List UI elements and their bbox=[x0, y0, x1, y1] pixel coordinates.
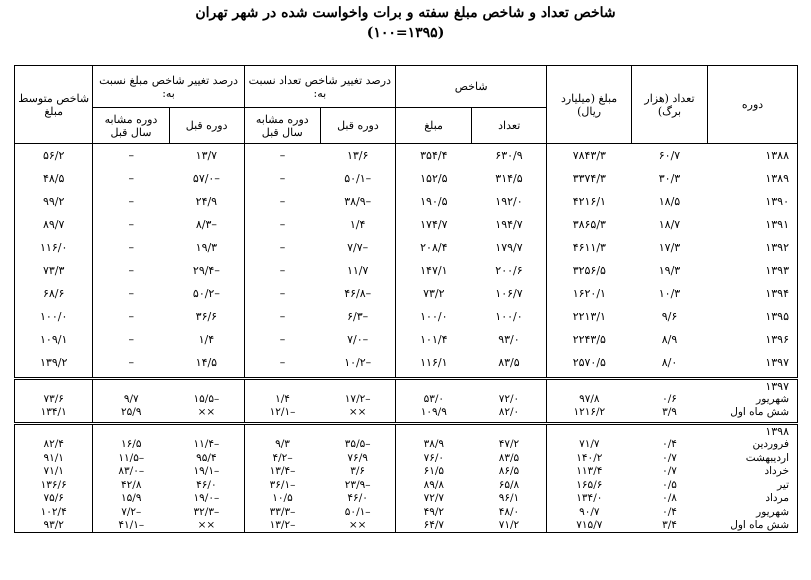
cell-count: ۸/۰ bbox=[661, 356, 678, 369]
cell-pa-prev: ×× bbox=[169, 519, 244, 533]
cell-idx-amount: ۶۱/۵ bbox=[395, 465, 471, 479]
cell-idx-count: ۱۹۴/۷ bbox=[495, 218, 523, 231]
empty-cell bbox=[472, 378, 547, 393]
cell-idx-count: ۱۹۲/۰ bbox=[495, 195, 523, 208]
cell-amount: ۱۲۱۶/۲ bbox=[547, 406, 632, 420]
cell-pc-prev: –۴۶/۸ bbox=[344, 287, 372, 300]
table-body bbox=[15, 144, 798, 533]
cell-idx-amount: ۷۳/۲ bbox=[395, 282, 471, 305]
cell-idx-count: ۹۶/۱ bbox=[498, 492, 520, 505]
cell-idx-count: ۱۰۰/۰ bbox=[495, 310, 523, 323]
cell-avg: ۹۳/۲ bbox=[15, 519, 93, 533]
table-row bbox=[15, 213, 798, 236]
cell-count: ۱۷/۳ bbox=[658, 241, 681, 254]
table-row bbox=[15, 328, 798, 351]
cell-amount: ۱۱۳/۴ bbox=[547, 465, 632, 479]
cell-pc-prev: ۱۱/۷ bbox=[346, 264, 369, 277]
section-year: ۱۳۹۷ bbox=[708, 378, 798, 393]
cell-pa-same: ۲۵/۹ bbox=[93, 406, 169, 420]
cell-idx-amount: ۱۰۹/۹ bbox=[395, 406, 471, 420]
cell-count: ۰/۷ bbox=[662, 465, 677, 478]
empty-cell bbox=[15, 378, 93, 393]
header-pct-count: درصد تغییر شاخص تعداد نسبت به: bbox=[244, 66, 395, 108]
cell-period: ۱۳۹۰ bbox=[708, 190, 798, 213]
cell-pc-same: ۱/۴ bbox=[244, 393, 320, 407]
cell-pa-prev: –۵۷/۰ bbox=[192, 172, 220, 185]
cell-idx-count: ۸۳/۵ bbox=[498, 451, 520, 464]
cell-avg: ۱۰۲/۴ bbox=[15, 506, 93, 520]
cell-pa-prev: ×× bbox=[197, 406, 216, 419]
cell-pa-prev: –۱۵/۵ bbox=[193, 392, 220, 405]
empty-cell bbox=[15, 424, 93, 439]
cell-avg: ۵۶/۲ bbox=[15, 144, 93, 168]
cell-count: ۹/۶ bbox=[661, 310, 678, 323]
cell-amount: ۳۳۷۴/۳ bbox=[547, 167, 632, 190]
cell-pc-same: ۹/۳ bbox=[244, 438, 320, 452]
cell-count: ۳۰/۳ bbox=[658, 172, 681, 185]
cell-count: ۱۹/۳ bbox=[658, 264, 681, 277]
cell-avg: ۷۳/۶ bbox=[15, 393, 93, 407]
cell-pa-prev: –۱۹/۰ bbox=[193, 492, 220, 505]
cell-period: ۱۳۹۶ bbox=[708, 328, 798, 351]
empty-cell bbox=[631, 378, 707, 393]
cell-avg: ۸۲/۴ bbox=[15, 438, 93, 452]
header-avg-index: شاخص متوسط مبلغ bbox=[15, 66, 93, 144]
cell-idx-amount: ۱۰۱/۴ bbox=[395, 328, 471, 351]
cell-amount: ۱۶۲۰/۱ bbox=[547, 282, 632, 305]
header-pc-same: دوره مشابه سال قبل bbox=[244, 108, 320, 144]
cell-avg: ۱۳۴/۱ bbox=[15, 406, 93, 420]
cell-pc-prev: ۷۶/۹ bbox=[347, 451, 368, 464]
table-row bbox=[15, 393, 798, 407]
empty-cell bbox=[472, 424, 547, 439]
cell-count: ۰/۵ bbox=[662, 478, 677, 491]
cell-pa-same: – bbox=[93, 213, 169, 236]
cell-count: ۱۰/۳ bbox=[658, 287, 681, 300]
cell-count: ۸/۹ bbox=[661, 333, 678, 346]
cell-amount: ۱۳۴/۰ bbox=[547, 492, 632, 506]
empty-cell bbox=[169, 378, 244, 393]
empty-cell bbox=[320, 378, 395, 393]
cell-pc-prev: –۲۳/۹ bbox=[344, 478, 371, 491]
cell-idx-count: ۴۷/۲ bbox=[498, 438, 520, 451]
cell-period: ۱۳۹۳ bbox=[708, 259, 798, 282]
cell-pc-same: –۱۲/۱ bbox=[244, 406, 320, 420]
cell-pa-same: – bbox=[93, 259, 169, 282]
cell-avg: ۶۸/۶ bbox=[15, 282, 93, 305]
cell-pc-prev: –۵۰/۱ bbox=[344, 505, 371, 518]
cell-period: شش ماه اول bbox=[708, 406, 798, 420]
cell-pa-prev: –۸/۳ bbox=[195, 218, 217, 231]
cell-idx-count: ۸۶/۵ bbox=[498, 465, 520, 478]
cell-pc-same: ۱۰/۵ bbox=[244, 492, 320, 506]
cell-amount: ۷۱/۷ bbox=[547, 438, 632, 452]
cell-avg: ۴۸/۵ bbox=[15, 167, 93, 190]
cell-count: ۰/۸ bbox=[662, 492, 677, 505]
cell-idx-count: ۷۲/۰ bbox=[498, 392, 520, 405]
cell-idx-amount: ۳۸/۹ bbox=[395, 438, 471, 452]
empty-cell bbox=[320, 424, 395, 439]
cell-pa-same: ۴۲/۸ bbox=[93, 479, 169, 493]
cell-idx-amount: ۸۹/۸ bbox=[395, 479, 471, 493]
header-period: دوره bbox=[708, 66, 798, 144]
empty-cell bbox=[93, 424, 169, 439]
cell-pc-same: –۱۳/۴ bbox=[244, 465, 320, 479]
cell-pc-prev: –۷/۷ bbox=[347, 241, 369, 254]
cell-period: ۱۳۹۷ bbox=[708, 351, 798, 374]
header-pc-prev: دوره قبل bbox=[320, 108, 395, 144]
cell-count: ۰/۴ bbox=[662, 438, 677, 451]
table-row bbox=[15, 167, 798, 190]
cell-pa-same: – bbox=[93, 167, 169, 190]
cell-idx-count: ۸۲/۰ bbox=[498, 406, 520, 419]
cell-pc-same: – bbox=[244, 282, 320, 305]
cell-avg: ۱۱۶/۰ bbox=[15, 236, 93, 259]
cell-pc-same: – bbox=[244, 190, 320, 213]
cell-amount: ۷۱۵/۷ bbox=[547, 519, 632, 533]
cell-period: شهریور bbox=[708, 393, 798, 407]
cell-pa-prev: ۳۶/۶ bbox=[195, 310, 218, 323]
cell-pa-prev: –۱۹/۱ bbox=[193, 465, 220, 478]
cell-pa-prev: ۴۶/۰ bbox=[196, 478, 217, 491]
cell-pa-same: – bbox=[93, 144, 169, 168]
cell-idx-amount: ۵۳/۰ bbox=[395, 393, 471, 407]
cell-pc-same: – bbox=[244, 144, 320, 168]
header-count: تعداد (هزار برگ) bbox=[631, 66, 707, 144]
table-row bbox=[15, 351, 798, 374]
cell-pc-same: – bbox=[244, 213, 320, 236]
cell-idx-count: ۷۱/۲ bbox=[472, 519, 547, 533]
cell-pa-same: – bbox=[93, 328, 169, 351]
cell-amount: ۴۲۱۶/۱ bbox=[547, 190, 632, 213]
empty-cell bbox=[244, 378, 320, 393]
cell-pc-prev: –۱۰/۲ bbox=[344, 356, 372, 369]
cell-avg: ۱۳۹/۲ bbox=[15, 351, 93, 374]
table-row bbox=[15, 492, 798, 506]
empty-cell bbox=[93, 378, 169, 393]
cell-count: ۳/۹ bbox=[662, 406, 677, 419]
cell-amount: ۲۲۴۳/۵ bbox=[547, 328, 632, 351]
cell-idx-amount: ۶۴/۷ bbox=[395, 519, 471, 533]
cell-period: ۱۳۹۵ bbox=[708, 305, 798, 328]
cell-pc-prev: ۱/۴ bbox=[349, 218, 366, 231]
cell-amount: ۹۷/۸ bbox=[547, 393, 632, 407]
cell-pc-same: – bbox=[244, 328, 320, 351]
cell-idx-count: ۴۸/۰ bbox=[498, 505, 520, 518]
cell-pa-prev: –۳۲/۳ bbox=[193, 505, 220, 518]
cell-amount: ۲۲۱۳/۱ bbox=[547, 305, 632, 328]
cell-count: ۰/۴ bbox=[662, 505, 677, 518]
cell-idx-amount: ۱۷۴/۷ bbox=[395, 213, 471, 236]
cell-amount: ۲۵۷۰/۵ bbox=[547, 351, 632, 374]
cell-amount: ۷۸۴۳/۳ bbox=[547, 144, 632, 168]
cell-pc-prev: ×× bbox=[348, 406, 367, 419]
cell-period: تیر bbox=[708, 479, 798, 493]
cell-amount: ۱۶۵/۶ bbox=[547, 479, 632, 493]
table-row bbox=[15, 519, 798, 533]
header-pa-same: دوره مشابه سال قبل bbox=[93, 108, 169, 144]
cell-pa-prev: ۱۹/۳ bbox=[195, 241, 218, 254]
cell-pa-prev: ۲۴/۹ bbox=[195, 195, 218, 208]
cell-period: فروردین bbox=[708, 438, 798, 452]
cell-pc-prev: –۳۸/۹ bbox=[344, 195, 372, 208]
cell-avg: ۱۳۶/۶ bbox=[15, 479, 93, 493]
cell-pa-same: – bbox=[93, 282, 169, 305]
cell-period: شش ماه اول bbox=[708, 519, 798, 533]
cell-pa-same: –۷/۲ bbox=[93, 506, 169, 520]
table-row bbox=[15, 479, 798, 493]
section-year-row bbox=[15, 424, 798, 439]
cell-pa-prev: ۱/۴ bbox=[198, 333, 215, 346]
header-pct-amount: درصد تغییر شاخص مبلغ نسبت به: bbox=[93, 66, 244, 108]
header-index: شاخص bbox=[395, 66, 546, 108]
cell-count: ۳/۴ bbox=[631, 519, 707, 533]
cell-pa-same: – bbox=[93, 305, 169, 328]
table-row bbox=[15, 144, 798, 168]
cell-idx-amount: ۲۰۸/۴ bbox=[395, 236, 471, 259]
cell-idx-amount: ۴۹/۲ bbox=[395, 506, 471, 520]
cell-count: ۰/۶ bbox=[662, 392, 677, 405]
cell-idx-count: ۶۳۰/۹ bbox=[495, 149, 523, 162]
cell-idx-count: ۱۷۹/۷ bbox=[495, 241, 523, 254]
cell-period: ۱۳۸۸ bbox=[708, 144, 798, 168]
data-table bbox=[14, 65, 798, 533]
cell-count: ۰/۷ bbox=[662, 451, 677, 464]
cell-idx-amount: ۷۲/۷ bbox=[395, 492, 471, 506]
cell-idx-amount: ۷۶/۰ bbox=[395, 452, 471, 466]
section-year-row bbox=[15, 378, 798, 393]
cell-pc-same: –۳۶/۱ bbox=[244, 479, 320, 493]
empty-cell bbox=[547, 378, 632, 393]
cell-count: ۱۸/۷ bbox=[658, 218, 681, 231]
cell-pa-same: –۱۱/۵ bbox=[93, 452, 169, 466]
cell-period: ۱۳۸۹ bbox=[708, 167, 798, 190]
table-row bbox=[15, 438, 798, 452]
cell-idx-amount: ۱۴۷/۱ bbox=[395, 259, 471, 282]
cell-period: ۱۳۹۱ bbox=[708, 213, 798, 236]
cell-amount: ۴۶۱۱/۳ bbox=[547, 236, 632, 259]
table-row bbox=[15, 305, 798, 328]
cell-pa-same: –۴۱/۱ bbox=[93, 519, 169, 533]
cell-pc-same: – bbox=[244, 351, 320, 374]
cell-pa-same: – bbox=[93, 351, 169, 374]
cell-amount: ۱۴۰/۲ bbox=[547, 452, 632, 466]
cell-pc-prev: –۱۷/۲ bbox=[344, 392, 371, 405]
cell-period: ۱۳۹۲ bbox=[708, 236, 798, 259]
empty-cell bbox=[244, 424, 320, 439]
cell-pc-same: –۱۳/۲ bbox=[244, 519, 320, 533]
table-subtitle: (۱۳۹۵=۱۰۰) bbox=[366, 25, 445, 41]
cell-idx-count: ۹۳/۰ bbox=[498, 333, 520, 346]
empty-cell bbox=[631, 424, 707, 439]
cell-pa-same: ۱۶/۵ bbox=[93, 438, 169, 452]
cell-idx-count: ۸۳/۵ bbox=[498, 356, 520, 369]
cell-pa-prev: –۱۱/۴ bbox=[193, 438, 220, 451]
table-row bbox=[15, 190, 798, 213]
table-row bbox=[15, 259, 798, 282]
cell-pa-prev: –۵۰/۲ bbox=[192, 287, 220, 300]
cell-idx-amount: ۱۱۶/۱ bbox=[395, 351, 471, 374]
cell-amount: ۹۰/۷ bbox=[547, 506, 632, 520]
header-index-amount: مبلغ bbox=[395, 108, 471, 144]
cell-idx-count: ۲۰۰/۶ bbox=[495, 264, 523, 277]
table-row bbox=[15, 406, 798, 420]
header-index-count: تعداد bbox=[472, 108, 547, 144]
cell-pa-same: ۱۵/۹ bbox=[93, 492, 169, 506]
cell-idx-amount: ۳۵۴/۴ bbox=[395, 144, 471, 168]
cell-count: ۶۰/۷ bbox=[658, 149, 681, 162]
table-row bbox=[15, 465, 798, 479]
cell-pc-same: –۴/۲ bbox=[244, 452, 320, 466]
cell-pa-prev: ۹۵/۴ bbox=[196, 451, 217, 464]
cell-pa-same: –۸۳/۰ bbox=[93, 465, 169, 479]
cell-idx-amount: ۱۹۰/۵ bbox=[395, 190, 471, 213]
cell-idx-amount: ۱۵۲/۵ bbox=[395, 167, 471, 190]
cell-avg: ۹۹/۲ bbox=[15, 190, 93, 213]
empty-cell bbox=[547, 424, 632, 439]
header-pa-prev: دوره قبل bbox=[169, 108, 244, 144]
cell-pc-same: –۳۳/۳ bbox=[244, 506, 320, 520]
cell-pc-prev: ۴۶/۰ bbox=[347, 492, 368, 505]
cell-idx-count: ۱۰۶/۷ bbox=[495, 287, 523, 300]
table-row bbox=[15, 236, 798, 259]
cell-idx-amount: ۱۰۰/۰ bbox=[395, 305, 471, 328]
cell-avg: ۷۳/۳ bbox=[15, 259, 93, 282]
table-row bbox=[15, 506, 798, 520]
cell-avg: ۹۱/۱ bbox=[15, 452, 93, 466]
cell-avg: ۸۹/۷ bbox=[15, 213, 93, 236]
cell-pc-prev: ۱۳/۶ bbox=[346, 149, 369, 162]
cell-pa-prev: ۱۳/۷ bbox=[195, 149, 218, 162]
cell-pc-prev: ×× bbox=[320, 519, 395, 533]
cell-period: خرداد bbox=[708, 465, 798, 479]
cell-avg: ۱۰۹/۱ bbox=[15, 328, 93, 351]
cell-pa-same: ۹/۷ bbox=[93, 393, 169, 407]
cell-period: ۱۳۹۴ bbox=[708, 282, 798, 305]
empty-cell bbox=[395, 378, 471, 393]
cell-pc-same: – bbox=[244, 236, 320, 259]
cell-idx-count: ۳۱۴/۵ bbox=[495, 172, 523, 185]
cell-pc-prev: –۵۰/۱ bbox=[344, 172, 372, 185]
cell-avg: ۷۱/۱ bbox=[15, 465, 93, 479]
cell-pc-prev: ۳/۶ bbox=[350, 465, 366, 478]
cell-avg: ۱۰۰/۰ bbox=[15, 305, 93, 328]
cell-period: مرداد bbox=[708, 492, 798, 506]
table-title: شاخص تعداد و شاخص مبلغ سفته و برات واخواست شده در شهر تهران bbox=[195, 5, 616, 21]
cell-amount: ۳۲۵۶/۵ bbox=[547, 259, 632, 282]
cell-period: شهریور bbox=[708, 506, 798, 520]
cell-pc-prev: –۷/۰ bbox=[347, 333, 369, 346]
cell-period: اردیبهشت bbox=[708, 452, 798, 466]
cell-amount: ۳۸۶۵/۳ bbox=[547, 213, 632, 236]
cell-pa-prev: –۲۹/۴ bbox=[192, 264, 220, 277]
cell-pa-prev: ۱۴/۵ bbox=[195, 356, 218, 369]
table-row bbox=[15, 452, 798, 466]
cell-pa-same: – bbox=[93, 236, 169, 259]
cell-pc-same: – bbox=[244, 167, 320, 190]
section-year: ۱۳۹۸ bbox=[708, 424, 798, 439]
cell-count: ۱۸/۵ bbox=[658, 195, 681, 208]
cell-pc-same: – bbox=[244, 305, 320, 328]
cell-pc-same: – bbox=[244, 259, 320, 282]
cell-idx-count: ۶۵/۸ bbox=[498, 478, 520, 491]
cell-pc-prev: –۳۵/۵ bbox=[344, 438, 371, 451]
table-row bbox=[15, 282, 798, 305]
empty-cell bbox=[169, 424, 244, 439]
cell-pa-same: – bbox=[93, 190, 169, 213]
header-amount: مبلغ (میلیارد ریال) bbox=[547, 66, 632, 144]
cell-avg: ۷۵/۶ bbox=[15, 492, 93, 506]
cell-pc-prev: –۶/۳ bbox=[347, 310, 369, 323]
empty-cell bbox=[395, 424, 471, 439]
